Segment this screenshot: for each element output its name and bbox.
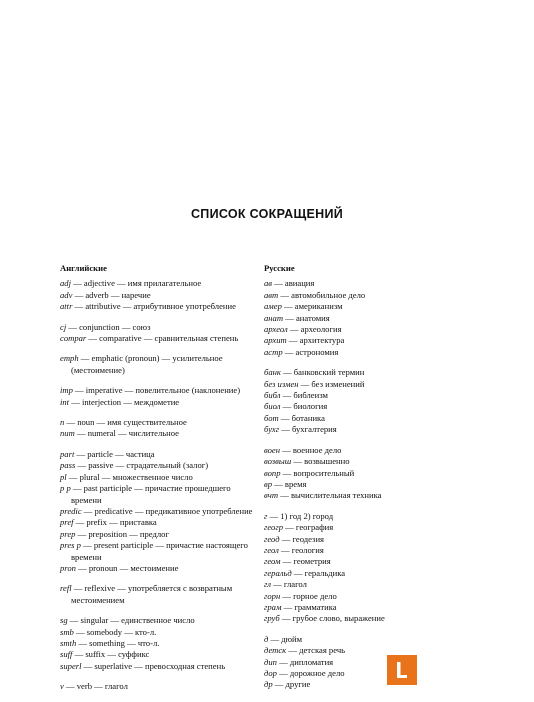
abbreviation-definition: — particle — частица: [74, 448, 155, 459]
abbreviation: predic: [60, 505, 82, 516]
entry-group: [264, 367, 424, 435]
abbreviation-definition: — горное дело: [280, 590, 337, 601]
abbreviation: вр: [264, 478, 273, 489]
abbreviation-definition: — геометрия: [280, 556, 331, 567]
abbreviation: дор: [264, 668, 277, 678]
abbreviation-entry: [60, 638, 260, 649]
abbreviation: smth: [60, 637, 77, 648]
abbreviation-definition: — археология: [287, 324, 342, 335]
abbreviation-entry: [60, 661, 260, 672]
abbreviation-definition: — биология: [280, 401, 328, 412]
abbreviation-definition: — something — что-л.: [76, 637, 160, 648]
abbreviation: банк: [264, 367, 281, 378]
abbreviation: возвыш: [264, 456, 292, 467]
entry-group: [60, 449, 260, 574]
abbreviation-definition: — военное дело: [280, 444, 342, 455]
abbreviation: pl: [60, 471, 67, 482]
abbreviation-definition: — грамматика: [281, 601, 337, 612]
abbreviation: p p: [60, 483, 71, 494]
abbreviation-entry: [264, 301, 424, 312]
abbreviation-definition: — вычислительная техника: [278, 490, 382, 501]
abbreviation: библ: [264, 390, 281, 401]
abbreviation: горн: [264, 590, 281, 601]
abbreviation-entry: [264, 290, 424, 301]
abbreviation-entry: [60, 563, 260, 574]
abbreviation-definition: — passive — страдательный (залог): [75, 460, 209, 471]
abbreviation: амер: [264, 301, 282, 312]
abbreviation-entry: [60, 681, 260, 692]
abbreviation-entry: [264, 490, 424, 501]
entry-group: [60, 385, 260, 408]
abbreviation: др: [264, 679, 273, 690]
abbreviation-entry: [60, 540, 260, 563]
abbreviation-definition: — suffix — суффикс: [72, 649, 150, 660]
abbreviation: ав: [264, 278, 273, 289]
abbreviation: геом: [264, 556, 281, 567]
abbreviation: pref: [60, 517, 74, 528]
abbreviation-entry: [60, 506, 260, 517]
abbreviation-entry: [264, 324, 424, 335]
abbreviation-definition: — verb — глагол: [63, 681, 128, 692]
entry-group: [60, 615, 260, 672]
abbreviation-entry: [60, 483, 260, 506]
abbreviation-entry: [60, 529, 260, 540]
abbreviation: вопр: [264, 467, 281, 478]
abbreviation-definition: — без изменений: [298, 378, 365, 389]
abbreviation-entry: [264, 591, 424, 602]
russian-heading: Русские: [264, 263, 295, 273]
entry-group: [264, 278, 424, 358]
abbreviation-entry: [264, 468, 424, 479]
abbreviation: без измен: [264, 378, 299, 389]
abbreviation-entry: [60, 472, 260, 483]
abbreviation-definition: — conjunction — союз: [66, 321, 151, 332]
russian-groups: [264, 278, 424, 690]
abbreviation-entry: [60, 615, 260, 626]
abbreviation-definition: — numeral — числительное: [74, 428, 179, 439]
abbreviation-definition: — past participle — причастие прошедшего времени: [70, 483, 231, 505]
abbreviation-entry: [60, 397, 260, 408]
abbreviation-entry: [60, 583, 260, 606]
abbreviation-definition: — prefix — приставка: [73, 517, 157, 528]
abbreviation-entry: [60, 301, 260, 312]
abbreviation: compar: [60, 333, 87, 344]
abbreviation-entry: [60, 290, 260, 301]
abbreviation-definition: — другие: [272, 679, 311, 690]
abbreviation-definition: — superlative — превосходная степень: [81, 660, 226, 671]
abbreviation: adj: [60, 278, 71, 289]
abbreviation: superl: [60, 660, 82, 671]
entry-group: [264, 511, 424, 625]
abbreviation: prep: [60, 528, 76, 539]
abbreviation: дип: [264, 656, 277, 667]
entry-group: [60, 322, 260, 345]
abbreviation: pres p: [60, 540, 81, 551]
abbreviation-definition: — дипломатия: [276, 656, 334, 667]
abbreviation-definition: — reflexive — употребляется с возвратным местоимением: [71, 583, 233, 605]
abbreviation-entry: [264, 579, 424, 590]
russian-abbreviations-column: [264, 263, 424, 700]
abbreviation-definition: — геодезия: [279, 533, 324, 544]
abbreviation-entry: [264, 390, 424, 401]
abbreviation-definition: — дорожное дело: [276, 668, 345, 678]
abbreviation: int: [60, 396, 70, 407]
abbreviation-definition: — вопросительный: [280, 467, 355, 478]
abbreviation-entry: [60, 278, 260, 289]
abbreviation-definition: — детская речь: [286, 645, 346, 656]
abbreviation: part: [60, 448, 75, 459]
abbreviation: cj: [60, 321, 67, 332]
publisher-logo-icon: [387, 655, 417, 685]
abbreviation: грам: [264, 601, 282, 612]
abbreviation-entry: [264, 401, 424, 412]
abbreviation: refl: [60, 583, 72, 594]
abbreviation-definition: — банковский термин: [280, 367, 365, 378]
abbreviation-definition: — interjection — междометие: [69, 396, 180, 407]
abbreviation-entry: [264, 545, 424, 556]
abbreviation-entry: [264, 556, 424, 567]
abbreviation: вчт: [264, 490, 279, 501]
english-heading: Английские: [60, 263, 107, 273]
abbreviation-entry: [60, 322, 260, 333]
abbreviation-definition: — глагол: [271, 579, 307, 590]
abbreviation: v: [60, 681, 64, 692]
abbreviation-entry: [264, 568, 424, 579]
abbreviation-definition: — adverb — наречие: [72, 289, 151, 300]
abbreviation-definition: — грубое слово, выражение: [279, 613, 385, 624]
entry-group: [264, 445, 424, 502]
abbreviation-definition: — бухгалтерия: [279, 424, 337, 435]
abbreviation: груб: [264, 613, 280, 624]
abbreviation-entry: [264, 534, 424, 545]
abbreviation: imp: [60, 385, 73, 396]
abbreviation-definition: — singular — единственное число: [67, 615, 195, 626]
abbreviation-definition: — автомобильное дело: [278, 289, 366, 300]
abbreviation-entry: [264, 278, 424, 289]
abbreviation-definition: — геология: [278, 544, 324, 555]
abbreviation-entry: [264, 456, 424, 467]
abbreviation-definition: — adjective — имя прилагательное: [70, 278, 202, 289]
abbreviation-definition: — preposition — предлог: [75, 528, 169, 539]
abbreviation: детск: [264, 645, 287, 656]
abbreviation: pron: [60, 562, 76, 573]
abbreviation-entry: [264, 347, 424, 358]
abbreviation: suff: [60, 649, 73, 660]
abbreviation-entry: [264, 413, 424, 424]
abbreviation-definition: — астрономия: [282, 346, 339, 357]
abbreviation-entry: [264, 511, 424, 522]
abbreviation-definition: — comparative — сравнительная степень: [86, 333, 239, 344]
abbreviation-entry: [264, 335, 424, 346]
abbreviation-entry: [60, 428, 260, 439]
abbreviation-entry: [264, 367, 424, 378]
abbreviation-entry: [60, 460, 260, 471]
abbreviation: археол: [264, 324, 288, 335]
abbreviation: геод: [264, 533, 280, 544]
abbreviation: бухг: [264, 424, 280, 435]
abbreviation: n: [60, 417, 65, 428]
abbreviation: авт: [264, 289, 279, 300]
abbreviation: attr: [60, 301, 73, 312]
abbreviation: num: [60, 428, 75, 439]
page-title: СПИСОК СОКРАЩЕНИЙ: [190, 207, 344, 221]
english-abbreviations-column: [60, 263, 260, 702]
abbreviation-entry: [60, 333, 260, 344]
abbreviation: smb: [60, 626, 74, 637]
abbreviation-definition: — дюйм: [268, 633, 303, 644]
abbreviation: геогр: [264, 522, 284, 533]
abbreviation-definition: — американизм: [281, 301, 343, 312]
abbreviation-entry: [60, 449, 260, 460]
entry-group: [60, 583, 260, 606]
abbreviation-entry: [264, 613, 424, 624]
abbreviation-definition: — библеизм: [280, 390, 328, 401]
abbreviation-definition: — архитектура: [286, 335, 345, 346]
abbreviation-definition: — pronoun — местоимение: [75, 562, 179, 573]
abbreviation: биол: [264, 401, 281, 412]
abbreviation-definition: — анатомия: [283, 312, 330, 323]
abbreviation-definition: — imperative — повелительное (наклонение): [72, 385, 241, 396]
abbreviation-definition: — авиация: [272, 278, 315, 289]
abbreviation-entry: [60, 649, 260, 660]
entry-group: [60, 353, 260, 376]
abbreviation-entry: [264, 522, 424, 533]
abbreviation-definition: — возвышенно: [291, 456, 350, 467]
abbreviation-entry: [264, 445, 424, 456]
english-groups: [60, 278, 260, 692]
abbreviation-definition: — география: [283, 522, 334, 533]
abbreviation: pass: [60, 460, 76, 471]
abbreviation: г: [264, 510, 268, 521]
abbreviation: emph: [60, 353, 79, 364]
entry-group: [60, 417, 260, 440]
abbreviation-definition: — геральдика: [291, 567, 346, 578]
abbreviation-entry: [264, 634, 424, 645]
abbreviation: sg: [60, 615, 68, 626]
abbreviation: геол: [264, 544, 279, 555]
abbreviation: анат: [264, 312, 284, 323]
abbreviation-definition: — predicative — предикативное употребление: [81, 505, 253, 516]
abbreviation: геральд: [264, 567, 292, 578]
abbreviation-entry: [60, 417, 260, 428]
abbreviation: гл: [264, 579, 271, 590]
abbreviation-entry: [264, 313, 424, 324]
abbreviation-definition: — emphatic (pronoun) — усилительное (местоимение): [71, 353, 223, 375]
entry-group: [60, 681, 260, 692]
abbreviation: воен: [264, 444, 280, 455]
abbreviation-definition: — noun — имя существительное: [64, 417, 187, 428]
abbreviation: бот: [264, 412, 279, 423]
entry-group: [60, 278, 260, 312]
abbreviation-definition: — somebody — кто-л.: [73, 626, 157, 637]
abbreviation-definition: — 1) год 2) город: [267, 510, 334, 521]
abbreviation-entry: [60, 517, 260, 528]
abbreviation: д: [264, 633, 269, 644]
abbreviation-definition: — plural — множественное число: [66, 471, 193, 482]
abbreviation-entry: [60, 385, 260, 396]
abbreviation-entry: [264, 479, 424, 490]
abbreviation-definition: — ботаника: [278, 412, 325, 423]
abbreviation-entry: [264, 379, 424, 390]
abbreviation-entry: [264, 602, 424, 613]
abbreviation-entry: [60, 627, 260, 638]
abbreviation-definition: — present participle — причастие настоящего времени: [71, 540, 248, 562]
abbreviation-entry: [60, 353, 260, 376]
abbreviation: астр: [264, 346, 283, 357]
abbreviation-entry: [264, 424, 424, 435]
abbreviation: adv: [60, 289, 73, 300]
abbreviation: архит: [264, 335, 287, 346]
abbreviation-definition: — attributive — атрибутивное употребление: [72, 301, 236, 312]
abbreviation-definition: — время: [272, 478, 307, 489]
